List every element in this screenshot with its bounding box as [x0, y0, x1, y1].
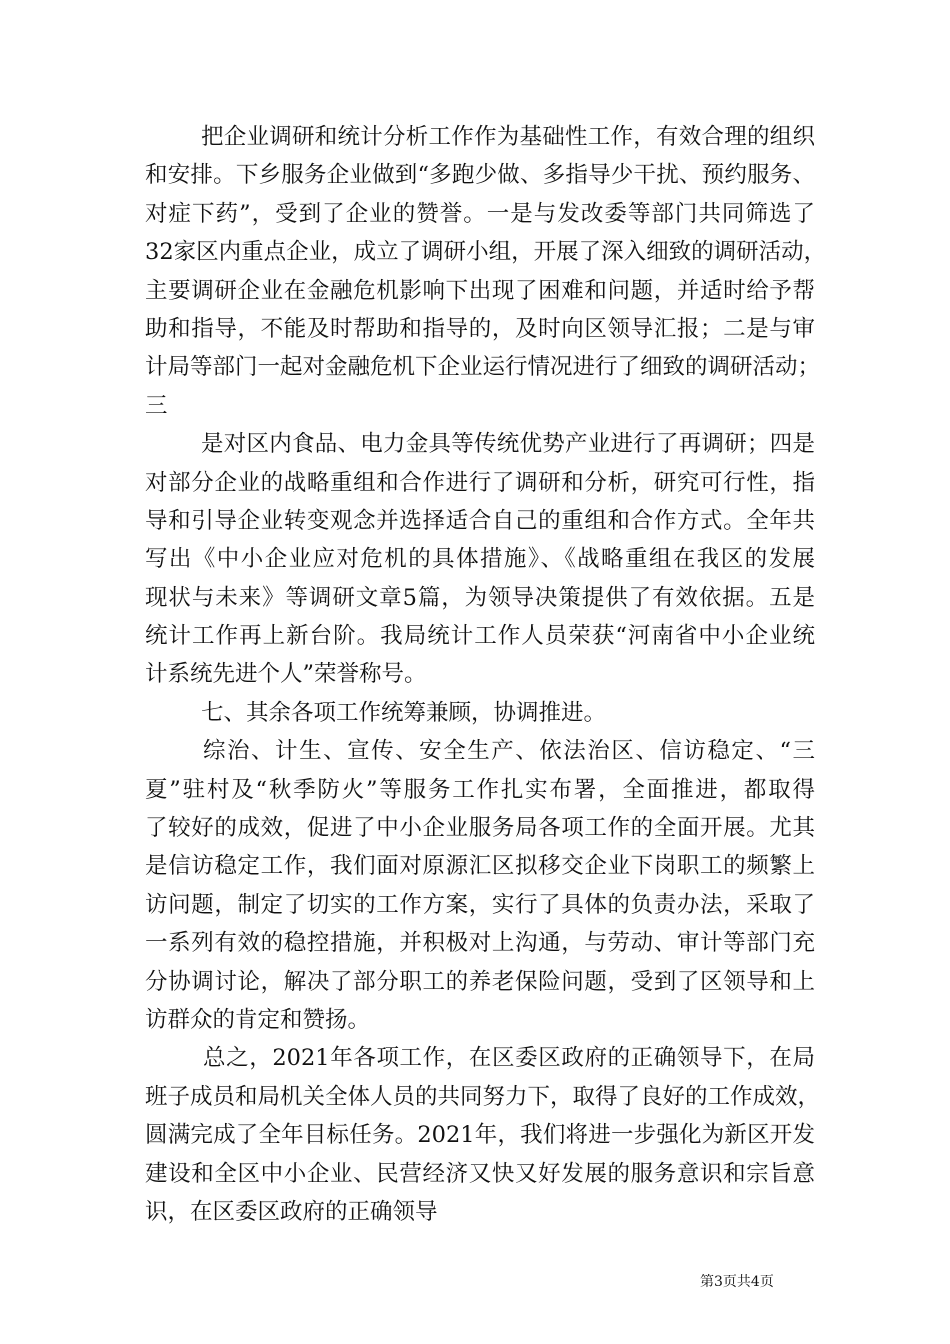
text-line: 圆满完成了全年目标任务。2021年，我们将进一步强化为新区开发 [145, 1122, 815, 1149]
page-number: 第3页共4页 [700, 1274, 774, 1290]
text-line: 了较好的成效，促进了中小企业服务局各项工作的全面开展。尤其 [145, 815, 815, 842]
text-line: 是对区内食品、电力金具等传统优势产业进行了再调研；四是 [201, 431, 815, 458]
text-line: 总之，2021年各项工作，在区委区政府的正确领导下，在局 [203, 1045, 815, 1072]
text-line: 把企业调研和统计分析工作作为基础性工作，有效合理的组织 [201, 124, 815, 150]
text-line: 夏”驻村及“秋季防火”等服务工作扎实布署，全面推进，都取得 [145, 776, 815, 803]
text-line: 写出《中小企业应对危机的具体措施》、《战略重组在我区的发展 [145, 546, 815, 573]
text-line: 访问题，制定了切实的工作方案，实行了具体的负责办法，采取了 [145, 891, 815, 918]
text-line: 计局等部门一起对金融危机下企业运行情况进行了细致的调研活动； [145, 354, 821, 381]
text-line: 建设和全区中小企业、民营经济又快又好发展的服务意识和宗旨意 [145, 1160, 815, 1187]
paragraph-research [145, 118, 827, 425]
text-line: 识，在区委区政府的正确领导 [145, 1198, 438, 1225]
text-line: 对症下药”，受到了企业的赞誉。一是与发改委等部门共同筛选了 [145, 200, 815, 227]
text-line: 是信访稳定工作，我们面对原源汇区拟移交企业下岗职工的频繁上 [145, 853, 815, 880]
text-line: 分协调讨论，解决了部分职工的养老保险问题，受到了区领导和上 [145, 968, 815, 995]
text-line: 和安排。下乡服务企业做到“多跑少做、多指导少干扰、预约服务、 [145, 162, 815, 189]
paragraph-summary [145, 1039, 821, 1231]
text-line: 综治、计生、宣传、安全生产、依法治区、信访稳定、“三 [203, 738, 815, 765]
text-line: 现状与未来》等调研文章5篇，为领导决策提供了有效依据。五是 [145, 584, 815, 611]
text-line: 助和指导，不能及时帮助和指导的，及时向区领导汇报；二是与审 [145, 315, 815, 342]
text-line: 导和引导企业转变观念并选择适合自己的重组和合作方式。全年共 [145, 507, 815, 534]
paragraph-other-work [145, 732, 815, 1039]
text-line: 统计工作再上新台阶。我局统计工作人员荣获“河南省中小企业统 [145, 623, 815, 650]
section-heading-seven [145, 694, 815, 732]
paragraph-industry-research [145, 425, 815, 694]
document-body [145, 118, 827, 1231]
text-line: 计系统先进个人”荣誉称号。 [145, 661, 427, 688]
text-line: 班子成员和局机关全体人员的共同努力下，取得了良好的工作成效， [145, 1083, 821, 1110]
text-line: 32家区内重点企业，成立了调研小组，开展了深入细致的调研活动， [145, 239, 827, 266]
section-heading: 七、其余各项工作统筹兼顾，协调推进。 [201, 699, 607, 726]
text-line: 一系列有效的稳控措施，并积极对上沟通，与劳动、审计等部门充 [145, 930, 815, 957]
text-line: 主要调研企业在金融危机影响下出现了困难和问题，并适时给予帮 [145, 277, 815, 304]
text-line: 对部分企业的战略重组和合作进行了调研和分析，研究可行性，指 [145, 469, 815, 496]
text-line: 访群众的肯定和赞扬。 [145, 1006, 371, 1033]
text-line: 三 [145, 392, 168, 419]
